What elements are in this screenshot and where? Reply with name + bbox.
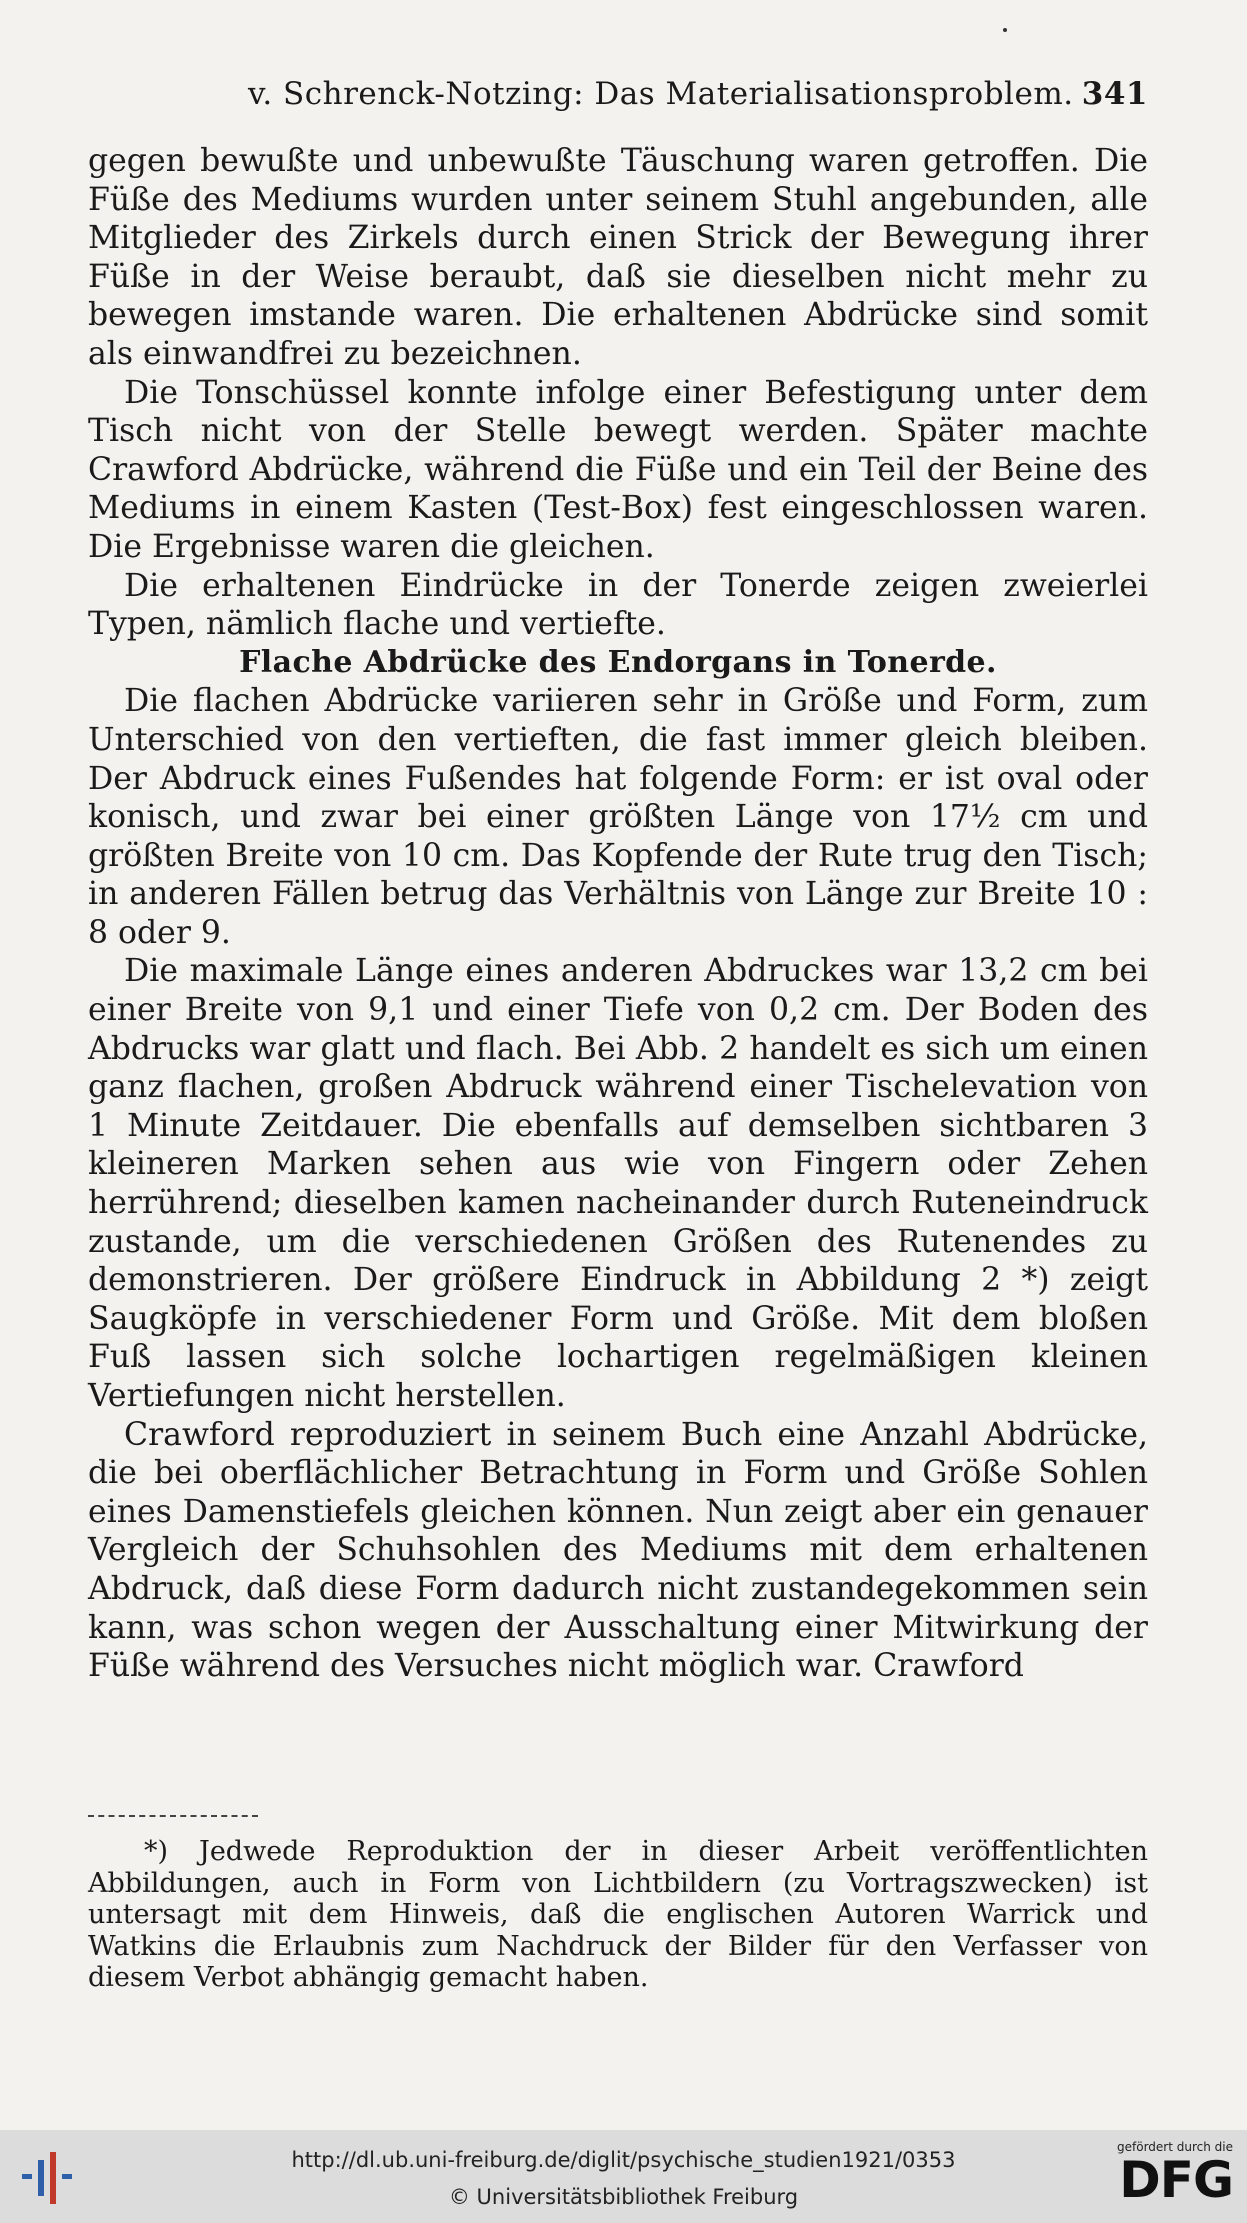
section-title: Flache Abdrücke des Endorgans in Tonerde. [239, 644, 997, 680]
running-title: v. Schrenck-Notzing: Das Materialisationsproblem. [248, 76, 1074, 112]
paragraph: Crawford reproduziert in seinem Buch eine Anzahl Abdrücke, die bei oberflächlicher Betrachtung in Form und Größe Sohlen eines Damenstiefels gleichen können. Nun zeigt aber ein genauer Vergleich der Schuhsohlen des Mediums mit dem erhaltenen Abdruck, daß diese Form dadurch nicht zustandegekommen sein kann, was schon wegen der Ausschaltung einer Mitwirkung der Füße während des Versuches nicht möglich war. Crawford [88, 1416, 1148, 1685]
scan-speck [1003, 28, 1007, 32]
copyright-notice: © Universitätsbibliothek Freiburg [448, 2185, 799, 2209]
paragraph: Die maximale Länge eines anderen Abdruckes war 13,2 cm bei einer Breite von 9,1 und einer Tiefe von 0,2 cm. Der Boden des Abdrucks war glatt und flach. Bei Abb. 2 handelt es sich um einen ganz flachen, großen Abdruck während einer Tischelevation von 1 Minute Zeitdauer. Die ebenfalls auf demselben sichtbaren 3 kleineren Marken sehen aus wie von Fingern oder Zehen herrührend; dieselben kamen nacheinander durch Ruteneindruck zustande, um die verschiedenen Größen des Rutenendes zu demonstrieren. Der größere Eindruck in Abbildung 2 *) zeigt Saugköpfe in verschiedener Form und Größe. Mit dem bloßen Fuß lassen sich solche lochartigen regelmäßigen kleinen Vertiefungen nicht herstellen. [88, 953, 1148, 1414]
dfg-caption: gefördert durch die [1117, 2140, 1233, 2154]
source-url[interactable]: http://dl.ub.uni-freiburg.de/diglit/psychische_studien1921/0353 [291, 2148, 956, 2172]
footnote-text: *) Jedwede Reproduktion der in dieser Arbeit veröffentlichten Abbildungen, auch in Form von Lichtbildern (zu Vortragszwecken) ist untersagt mit dem Hinweis, daß die englischen Autoren Warrick und Watkins die Erlaubnis zum Nachdruck der Bilder für den Verfasser von diesem Verbot abhängig gemacht haben. [88, 1836, 1148, 1993]
paragraph: Die Tonschüssel konnte infolge einer Befestigung unter dem Tisch nicht von der Stelle bewegt werden. Später machte Crawford Abdrücke, während die Füße und ein Teil der Beine des Mediums in einem Kasten (Test-Box) fest eingeschlossen waren. Die Ergebnisse waren die gleichen. [88, 374, 1148, 565]
footnote [88, 1836, 1148, 1994]
paragraph: gegen bewußte und unbewußte Täuschung waren getroffen. Die Füße des Mediums wurden unter seinem Stuhl angebunden, alle Mitglieder des Zirkels durch einen Strick der Bewegung ihrer Füße in der Weise beraubt, daß sie dieselben nicht mehr zu bewegen imstande waren. Die erhaltenen Abdrücke sind somit als einwandfrei zu bezeichnen. [88, 143, 1148, 372]
running-header [88, 76, 1148, 116]
page-number: 341 [1081, 76, 1148, 112]
body-text [88, 142, 1148, 1686]
footer-bar [0, 2130, 1247, 2223]
dfg-logo [1103, 2140, 1233, 2218]
dfg-wordmark: DFG [1119, 2151, 1233, 2209]
paragraph: Die flachen Abdrücke variieren sehr in Größe und Form, zum Unterschied von den vertieften, die fast immer gleich bleiben. Der Abdruck eines Fußendes hat folgende Form: er ist oval oder konisch, und zwar bei einer größten Länge von 17½ cm und größten Breite von 10 cm. Das Kopfende der Rute trug den Tisch; in anderen Fällen betrug das Verhältnis von Länge zur Breite 10 : 8 oder 9. [88, 683, 1148, 951]
footnote-rule [88, 1815, 258, 1817]
paragraph: Die erhaltenen Eindrücke in der Tonerde zeigen zweierlei Typen, nämlich flache und vertiefte. [88, 567, 1148, 643]
